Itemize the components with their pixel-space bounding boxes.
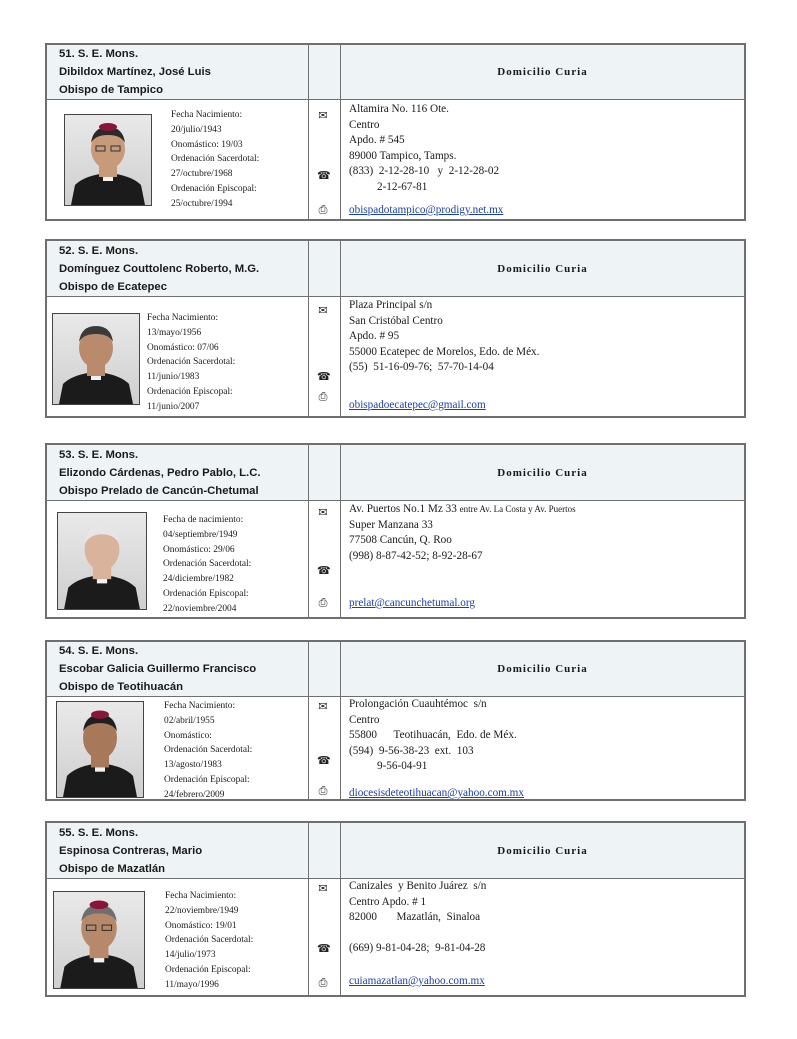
card-header-name: [47, 241, 309, 297]
mail-icon: ✉: [318, 304, 328, 317]
bishop-diocese: Obispo de Teotihuacán: [59, 681, 184, 693]
header-spacer: [309, 241, 341, 297]
address-cell: Prolongación Cuauhtémoc s/n Centro 55800 Teotihuacán, Edo. de Méx. (594) 9-56-38-23 ext. 103 9-56-04-91 diocesisdeteotihuacan@yahoo.com.mx: [341, 697, 745, 800]
portrait-icon: [57, 702, 143, 797]
portrait-icon: [53, 314, 139, 404]
bishop-name: Domínguez Couttolenc Roberto, M.G.: [59, 262, 260, 275]
bishop-card-53: [45, 443, 746, 619]
icons-cell: [309, 100, 341, 220]
bishop-diocese: Obispo de Tampico: [59, 84, 163, 96]
card-header-name: [47, 642, 309, 697]
mail-icon: ✉: [318, 882, 328, 895]
curia-heading: Domicilio Curia: [341, 241, 745, 297]
mail-icon: ✉: [318, 109, 328, 122]
icons-cell: [309, 697, 341, 800]
card-header-name: [47, 445, 309, 501]
bio-text: Fecha de nacimiento: 04/septiembre/1949 Onomástico: 29/06 Ordenación Sacerdotal: 24/diciembre/1982 Ordenación Episcopal: 22/noviembre/2004: [163, 515, 252, 614]
bishop-number: 55. S. E. Mons.: [59, 826, 139, 839]
curia-heading: Domicilio Curia: [341, 45, 745, 100]
bishop-photo: [64, 114, 152, 206]
phone-icon: ☎: [317, 564, 331, 577]
bio-text: Fecha Nacimiento: 22/noviembre/1949 Onomástico: 19/01 Ordenación Sacerdotal: 14/julio/1973 Ordenación Episcopal: 11/mayo/1996: [165, 891, 254, 990]
icons-cell: [309, 297, 341, 417]
curia-heading: Domicilio Curia: [341, 642, 745, 697]
portrait-icon: [65, 115, 151, 205]
curia-heading: Domicilio Curia: [341, 823, 745, 879]
mail-icon: ✉: [318, 506, 328, 519]
mail-icon: ✉: [318, 700, 328, 713]
bio-cell: [47, 697, 309, 800]
email-link[interactable]: obispadotampico@prodigy.net.mx: [349, 204, 504, 216]
bishop-card-54: [45, 640, 746, 801]
bishop-diocese: Obispo de Ecatepec: [59, 280, 167, 293]
bio-cell: [47, 501, 309, 618]
address-cell: Canizales y Benito Juárez s/n Centro Apdo. # 1 82000 Mazatlán, Sinaloa (669) 9-81-04-28; 9-81-04-28 cuiamazatlan@yahoo.com.mx: [341, 879, 745, 996]
phone-icon: ☎: [317, 942, 331, 955]
bishop-photo: [57, 512, 147, 610]
phone-icon: ☎: [317, 169, 331, 182]
bio-cell: [47, 297, 309, 417]
fax-icon: ⎙: [318, 390, 328, 403]
phone-icon: ☎: [317, 754, 331, 767]
fax-icon: ⎙: [318, 203, 328, 216]
bishop-photo: [53, 891, 145, 989]
email-link[interactable]: obispadoecatepec@gmail.com: [349, 399, 486, 411]
bio-cell: [47, 879, 309, 996]
address-note: entre Av. La Costa y Av. Puertos: [459, 504, 576, 514]
card-header-name: [47, 45, 309, 100]
bishop-number: 54. S. E. Mons.: [59, 645, 139, 657]
curia-heading: Domicilio Curia: [341, 445, 745, 501]
bio-text: Fecha Nacimiento: 02/abril/1955 Onomástico: Ordenación Sacerdotal: 13/agosto/1983 Ordenación Episcopal: 24/febrero/2009: [164, 701, 253, 800]
portrait-icon: [54, 892, 144, 988]
fax-icon: ⎙: [318, 596, 328, 609]
bishop-number: 53. S. E. Mons.: [59, 448, 139, 461]
bishop-number: 52. S. E. Mons.: [59, 244, 139, 257]
bishop-name: Elizondo Cárdenas, Pedro Pablo, L.C.: [59, 466, 261, 479]
bishop-diocese: Obispo de Mazatlán: [59, 862, 166, 875]
portrait-icon: [58, 513, 146, 609]
email-link[interactable]: cuiamazatlan@yahoo.com.mx: [349, 975, 485, 987]
address-cell: Plaza Principal s/n San Cristóbal Centro Apdo. # 95 55000 Ecatepec de Morelos, Edo. de Méx. (55) 51-16-09-76; 57-70-14-04 obispadoecatepec@gmail.com: [341, 297, 745, 417]
bio-text: Fecha Nacimiento: 13/mayo/1956 Onomástico: 07/06 Ordenación Sacerdotal: 11/junio/1983 Ordenación Episcopal: 11/junio/2007: [147, 313, 236, 412]
bishop-name: Escobar Galicia Guillermo Francisco: [59, 663, 257, 675]
email-link[interactable]: prelat@cancunchetumal.org: [349, 597, 475, 609]
bio-cell: [47, 100, 309, 220]
phone-icon: ☎: [317, 370, 331, 383]
bishop-number: 51. S. E. Mons.: [59, 48, 139, 60]
fax-icon: ⎙: [318, 784, 328, 797]
bishop-name: Espinosa Contreras, Mario: [59, 844, 203, 857]
fax-icon: ⎙: [318, 976, 328, 989]
bishop-card-52: [45, 239, 746, 418]
bishop-name: Dibildox Martínez, José Luis: [59, 66, 211, 78]
bio-text: Fecha Nacimiento: 20/julio/1943 Onomástico: 19/03 Ordenación Sacerdotal: 27/octubre/1968 Ordenación Episcopal: 25/octubre/1994: [171, 110, 260, 209]
icons-cell: [309, 501, 341, 618]
address-cell: Altamira No. 116 Ote. Centro Apdo. # 545 89000 Tampico, Tamps. (833) 2-12-28-10 y 2-12-28-02 2-12-67-81 obispadotampico@prodigy.net.mx: [341, 100, 745, 220]
header-spacer: [309, 642, 341, 697]
address-cell: Av. Puertos No.1 Mz 33 entre Av. La Costa y Av. Puertos Super Manzana 33 77508 Cancún, Q. Roo (998) 8-87-42-52; 8-92-28-67 prelat@cancunchetumal.org: [341, 501, 745, 618]
bishop-diocese: Obispo Prelado de Cancún-Chetumal: [59, 484, 259, 497]
header-spacer: [309, 45, 341, 100]
header-spacer: [309, 445, 341, 501]
header-spacer: [309, 823, 341, 879]
icons-cell: [309, 879, 341, 996]
bishop-photo: [56, 701, 144, 798]
bishop-card-51: [45, 43, 746, 221]
card-header-name: [47, 823, 309, 879]
bishop-photo: [52, 313, 140, 405]
email-link[interactable]: diocesisdeteotihuacan@yahoo.com.mx: [349, 787, 524, 799]
bishop-card-55: [45, 821, 746, 997]
